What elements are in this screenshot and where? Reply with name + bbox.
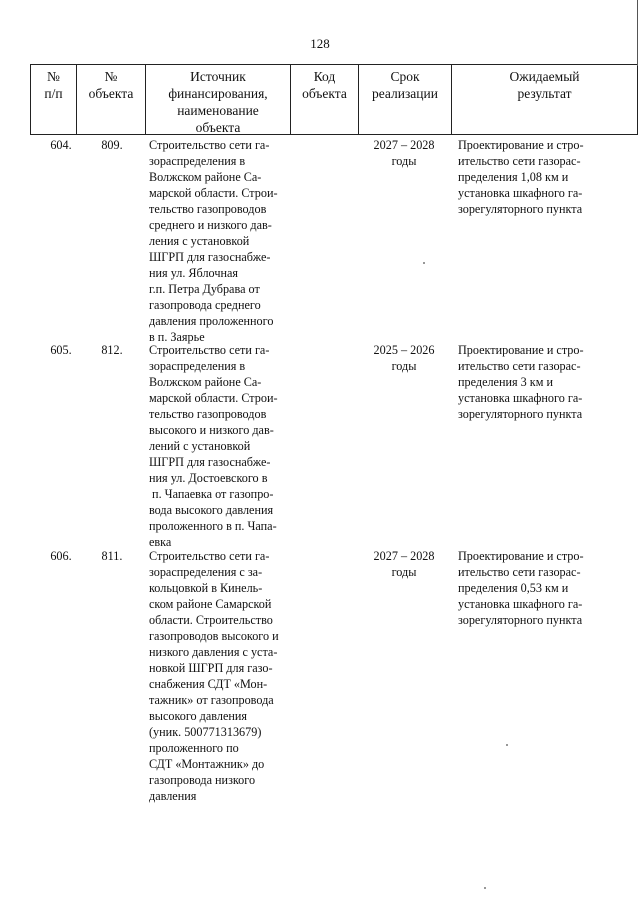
row-index: 605. (50, 343, 72, 357)
page-number: 128 (310, 36, 330, 51)
row-object-number: 811. (101, 549, 123, 563)
row-term: 2025 – 2026 годы (373, 343, 435, 373)
header-term: Срок реализации (372, 69, 438, 101)
row-source: Строительство сети га- зораспределения в Волжском районе Са- марской области. Строи- тельство газопроводов высокого и низкого дав- лений с установкой ШГРП для газоснабже- ния ул. Достоевского в п. Чапаевка от газопро- вода высокого давления проложенного в п. Чапа- евка (149, 343, 278, 549)
row-term: 2027 – 2028 годы (373, 138, 435, 168)
header-source: Источник финансирования, наименование объекта (168, 69, 268, 135)
header-result: Ожидаемый результат (509, 69, 580, 101)
scan-edge-mark (637, 0, 638, 66)
row-object-number: 809. (101, 138, 123, 152)
table-header (30, 64, 638, 135)
header-object-number: № объекта (88, 69, 134, 101)
row-result: Проектирование и стро- ительство сети газорас- пределения 1,08 км и установка шкафного га- зорегуляторного пункта (458, 138, 584, 216)
row-result: Проектирование и стро- ительство сети газорас- пределения 0,53 км и установка шкафного га- зорегуляторного пункта (458, 549, 584, 627)
header-code: Код объекта (302, 69, 347, 101)
row-index: 606. (50, 549, 72, 563)
row-object-number: 812. (101, 343, 123, 357)
scan-speck (423, 262, 425, 264)
row-index: 604. (50, 138, 72, 152)
row-source: Строительство сети га- зораспределения с за- кольцовкой в Кинель- ском районе Самарской области. Строительство газопроводов высокого и низкого давления с уста- новкой ШГРП для газо- снабжения СДТ «Мон- тажник» от газопровода высокого давления (уник. 500771313679) проложенного по СДТ «Монтажник» до газопровода низкого давления (149, 549, 279, 803)
row-term: 2027 – 2028 годы (373, 549, 435, 579)
row-result: Проектирование и стро- ительство сети газорас- пределения 3 км и установка шкафного га- зорегуляторного пункта (458, 343, 584, 421)
scan-speck (506, 744, 508, 746)
scan-speck (484, 887, 486, 889)
header-index: № п/п (44, 69, 63, 101)
row-source: Строительство сети га- зораспределения в Волжском районе Са- марской области. Строи- тельство газопроводов среднего и низкого дав- ления с установкой ШГРП для газоснабже- ния ул. Яблочная г.п. Петра Дубрава от газопровода среднего давления проложенного в п. Заярье (149, 138, 278, 344)
